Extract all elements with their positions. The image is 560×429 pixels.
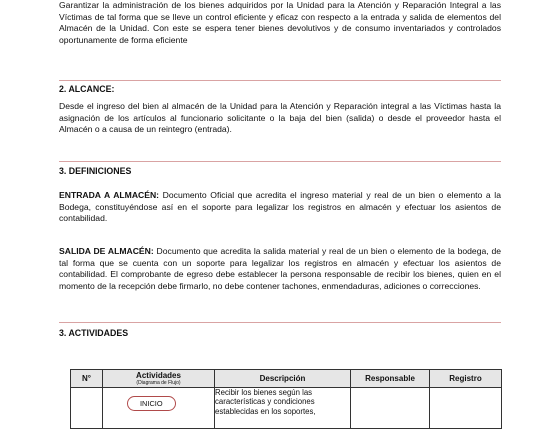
- activities-heading: 3. ACTIVIDADES: [59, 328, 129, 338]
- table-row: [71, 388, 502, 429]
- definition-text-salida: Documento que acredita la salida material y real de un bien o elemento de la bodega, de tal forma que se cuenta con un soporte para legalizar los registros en almacén y efectuar los asientos de contabilidad. El comprobante de egreso debe establecer la persona responsable de recibir los bienes, quien en el momento de la recepción debe firmarlo, no debe contener tachones, enmendaduras, adiciones o correcciones.: [59, 246, 502, 291]
- definition-entrada: [59, 190, 501, 225]
- definition-salida: [59, 246, 501, 292]
- definitions-heading: 3. DEFINICIONES: [59, 166, 132, 176]
- scope-heading: 2. ALCANCE:: [59, 84, 115, 94]
- flow-start-terminator: INICIO: [127, 396, 176, 411]
- header-activities-label: Actividades: [136, 371, 181, 380]
- cell-responsible: [351, 388, 430, 429]
- section-divider: [59, 322, 501, 323]
- table-header-row: [71, 370, 502, 388]
- header-number: N°: [71, 370, 103, 388]
- definition-text-entrada: Documento Oficial que acredita el ingreso material y real de un bien o elemento a la Bodega, constituyéndose así en el soporte para legalizar los registros en almacén y efectuar los asientos de contabilidad.: [59, 190, 502, 223]
- header-activities-sublabel: (Diagrama de Flujo): [136, 380, 181, 386]
- header-responsible: Responsable: [351, 370, 430, 388]
- cell-number: [71, 388, 103, 429]
- section-divider: [59, 161, 501, 162]
- header-description: Descripción: [215, 370, 351, 388]
- activities-table: [70, 369, 502, 429]
- definition-term-entrada: ENTRADA A ALMACÉN:: [59, 190, 160, 200]
- header-record: Registro: [430, 370, 502, 388]
- definition-term-salida: SALIDA DE ALMACÉN:: [59, 246, 154, 256]
- cell-description: Recibir los bienes según las características y condiciones establecidas en los soportes,: [215, 388, 351, 429]
- cell-record: [430, 388, 502, 429]
- objective-paragraph: Garantizar la administración de los bienes adquiridos por la Unidad para la Atención y Reparación Integral a las Víctimas de tal forma que se lleve un control eficiente y eficaz con respecto a la entrada y salida de elementos del Almacén de la Unidad. Con este se espera tener bienes devolutivos y de consumo inventariados y controlados oportunamente de forma eficiente: [59, 0, 501, 45]
- scope-paragraph: Desde el ingreso del bien al almacén de la Unidad para la Atención y Reparación integral a las Víctimas hasta la asignación de los artículos al funcionario solicitante o la baja del bien (salida) o desde el proveedor hasta el Almacén o a causa de un reintegro (entrada).: [59, 101, 501, 134]
- section-divider: [59, 80, 501, 81]
- cell-flow: [103, 388, 215, 429]
- header-activities: [103, 370, 215, 388]
